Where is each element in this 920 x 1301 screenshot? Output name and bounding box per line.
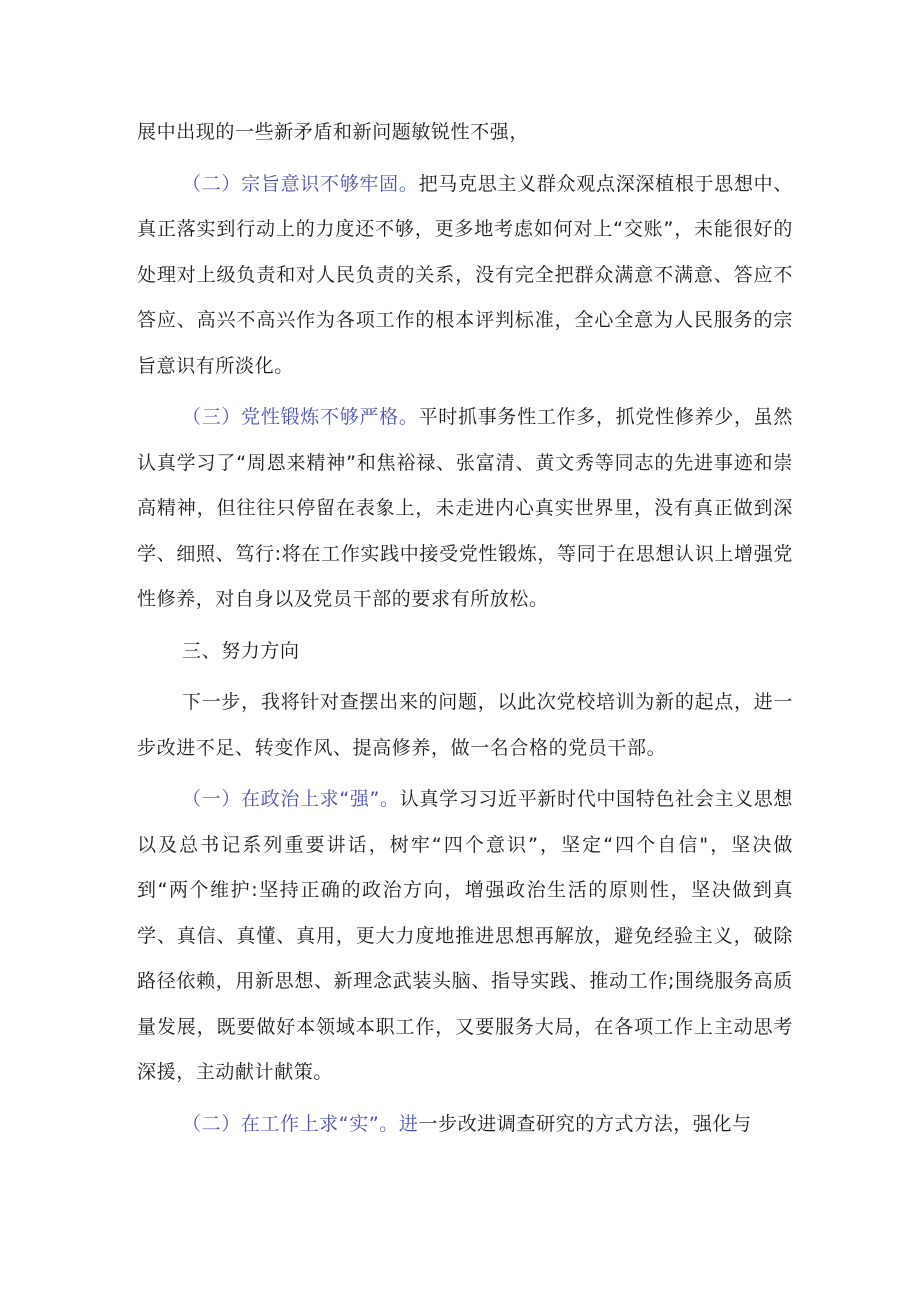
paragraph-body: 平时抓事务性工作多，抓党性修养少，虽然认真学习了“周恩来精神”和焦裕禄、张富清、黄文秀等同志的先进事迹和崇高精神，但往往只停留在表象上，未走进内心真实世界里，没有真正做到深学、细照、笃行:将在工作实践中接受党性锻炼，等同于在思想认识上增强党性修养，对自身以及党员干部的要求有所放松。	[137, 406, 793, 610]
paragraph-party-spirit	[137, 395, 793, 623]
paragraph-body: 把马克思主义群众观点深深植根于思想中、真正落实到行动上的力度还不够，更多地考虑如何对上“交账”，未能很好的处理对上级负责和对人民负责的关系，没有完全把群众满意不满意、答应不答应、高兴不高兴作为各项工作的根本评判标准，全心全意为人民服务的宗旨意识有所淡化。	[137, 172, 793, 377]
section-title: 三、努力方向	[182, 639, 300, 662]
document-page	[137, 110, 793, 1147]
section-title-direction	[137, 629, 793, 675]
paragraph-body: 一步改进调查研究的方式方法，强化与	[418, 1112, 752, 1135]
section-heading: （三）党性锻炼不够严格。	[182, 406, 419, 428]
paragraph-purpose-awareness	[137, 162, 793, 390]
paragraph-political	[137, 777, 793, 1096]
section-heading: （二）宗旨意识不够牢固。	[182, 172, 419, 195]
paragraph-next-step	[137, 680, 793, 771]
paragraph-body: 认真学习习近平新时代中国特色社会主义思想以及总书记系列重要讲话，树牢“四个意识”，坚定“四个自信"，坚决做到“两个维护:坚持正确的政治方向，增强政治生活的原则性，坚决做到真学、真信、真懂、真用，更大力度地推进思想再解放，避免经验主义，破除路径依赖，用新思想、新理念武装头脑、指导实践、推动工作;围绕服务高质量发展，既要做好本领域本职工作，又要服务大局，在各项工作上主动思考深援，主动献计献策。	[137, 788, 793, 1083]
paragraph-body: 展中出现的一些新矛盾和新问题敏锐性不强，	[137, 121, 530, 143]
section-heading: （二）在工作上求“实”。进	[182, 1112, 419, 1135]
paragraph-continuation	[137, 110, 793, 156]
section-heading: （一）在政治上求“强”。	[182, 788, 400, 810]
paragraph-work	[137, 1102, 793, 1148]
paragraph-body: 下一步，我将针对查摆出来的问题，以此次党校培训为新的起点，进一步改进不足、转变作风、提高修养，做一名合格的党员干部。	[137, 691, 793, 759]
